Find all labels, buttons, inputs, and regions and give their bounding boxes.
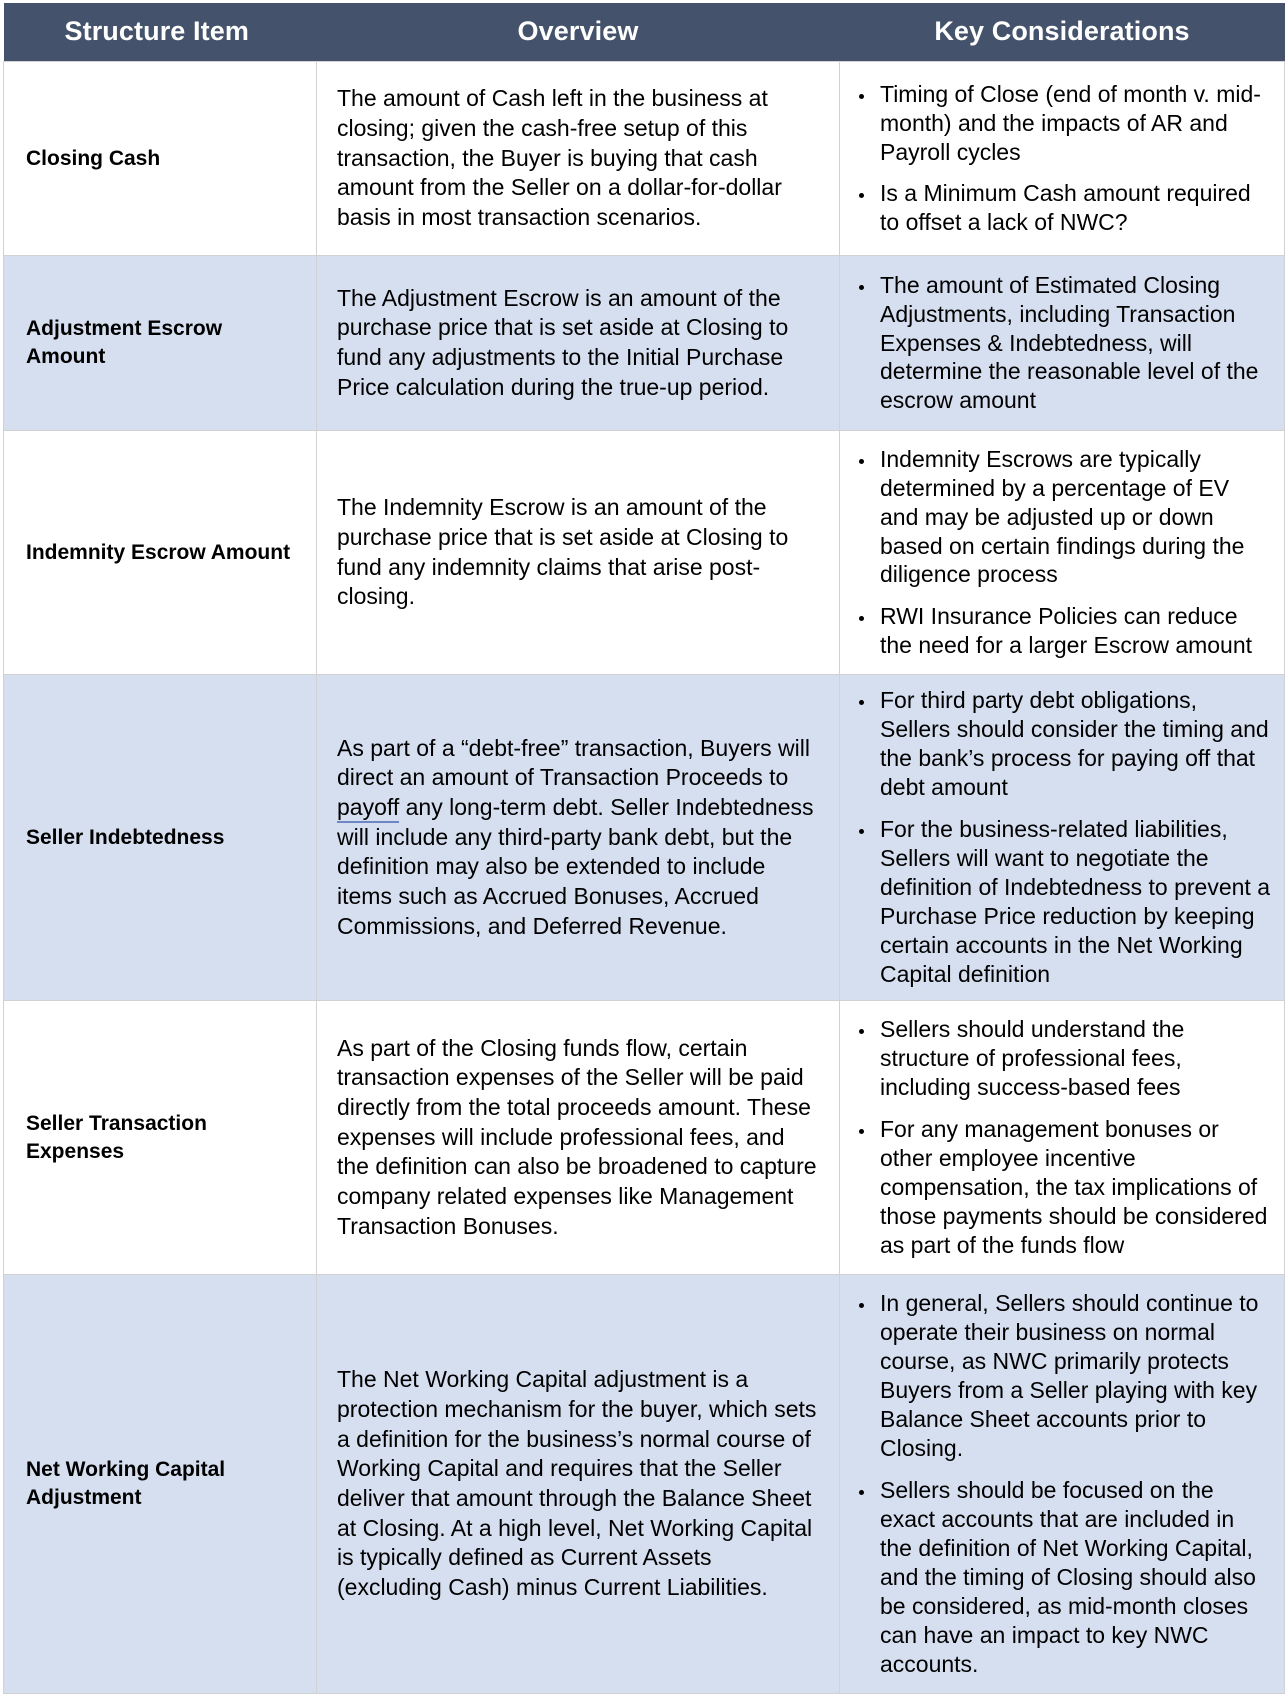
cell-key-considerations: [840, 1275, 1285, 1694]
list-item: • In general, Sellers should continue to operate their business on normal course, as NWC primarily protects Buyers from a Seller playing with key Balance Sheet accounts prior to Closing.: [876, 1289, 1272, 1463]
column-header-key-considerations: Key Considerations: [840, 3, 1285, 62]
table-row: [4, 1275, 1285, 1694]
cell-structure-item: Indemnity Escrow Amount: [4, 431, 317, 675]
table-header-row: [4, 3, 1285, 62]
cell-key-considerations: [840, 62, 1285, 256]
table-body: [4, 62, 1285, 1694]
overview-text: The Net Working Capital adjustment is a protection mechanism for the buyer, which sets a definition for the business’s normal course of Working Capital and requires that the Seller deliver that amount through the Balance Sheet at Closing. At a high level, Net Working Capital is typically defined as Current Assets (excluding Cash) minus Current Liabilities.: [337, 1366, 817, 1600]
list-item: • Sellers should be focused on the exact accounts that are included in the definition of Net Working Capital, and the timing of Closing should also be considered, as mid-month closes can have an impact to key NWC accounts.: [876, 1476, 1272, 1679]
list-item: • Sellers should understand the structure of professional fees, including success-based fees: [876, 1015, 1272, 1102]
considerations-list: [846, 271, 1272, 416]
table-row: [4, 675, 1285, 1001]
cell-overview: [317, 1275, 840, 1694]
list-item: • For the business-related liabilities, Sellers will want to negotiate the definition of Indebtedness to prevent a Purchase Price reduction by keeping certain accounts in the Net Working Capital definition: [876, 815, 1272, 989]
column-header-overview: Overview: [317, 3, 840, 62]
cell-structure-item: Net Working Capital Adjustment: [4, 1275, 317, 1694]
considerations-list: [846, 686, 1272, 989]
table-header: [4, 3, 1285, 62]
table-row: [4, 256, 1285, 431]
list-item: • Timing of Close (end of month v. mid-month) and the impacts of AR and Payroll cycles: [876, 80, 1272, 167]
table-row: [4, 431, 1285, 675]
cell-structure-item: Closing Cash: [4, 62, 317, 256]
table-row: [4, 62, 1285, 256]
cell-structure-item: Seller Indebtedness: [4, 675, 317, 1001]
cell-structure-item: Adjustment Escrow Amount: [4, 256, 317, 431]
misspelled-word: payoff: [337, 794, 399, 823]
overview-text: As part of the Closing funds flow, certain transaction expenses of the Seller will be paid directly from the total proceeds amount. These expenses will include professional fees, and the definition can also be broadened to capture company related expenses like Management Transaction Bonuses.: [337, 1034, 817, 1239]
considerations-list: [846, 1289, 1272, 1679]
table-row: [4, 1001, 1285, 1275]
overview-text-post: any long-term debt. Seller Indebtedness will include any third-party bank debt, but the definition may also be extended to include items such as Accrued Bonuses, Accrued Commissions, and Deferred Revenue.: [337, 794, 814, 939]
list-item: • Is a Minimum Cash amount required to offset a lack of NWC?: [876, 179, 1272, 237]
list-item: • For any management bonuses or other employee incentive compensation, the tax implications of those payments should be considered as part of the funds flow: [876, 1115, 1272, 1260]
cell-overview: [317, 256, 840, 431]
list-item: • RWI Insurance Policies can reduce the need for a larger Escrow amount: [876, 602, 1272, 660]
considerations-list: [846, 445, 1272, 661]
overview-text-pre: As part of a “debt-free” transaction, Buyers will direct an amount of Transaction Proceeds to: [337, 734, 810, 791]
cell-key-considerations: [840, 675, 1285, 1001]
cell-key-considerations: [840, 431, 1285, 675]
cell-overview: [317, 62, 840, 256]
column-header-structure-item: Structure Item: [4, 3, 317, 62]
structure-items-table: [3, 3, 1285, 1694]
cell-overview: [317, 1001, 840, 1275]
list-item: • Indemnity Escrows are typically determined by a percentage of EV and may be adjusted up or down based on certain findings during the diligence process: [876, 445, 1272, 590]
overview-text: The Indemnity Escrow is an amount of the purchase price that is set aside at Closing to fund any indemnity claims that arise post-closing.: [337, 494, 789, 610]
overview-text: The amount of Cash left in the business at closing; given the cash-free setup of this transaction, the Buyer is buying that cash amount from the Seller on a dollar-for-dollar basis in most transaction scenarios.: [337, 85, 782, 230]
cell-structure-item: Seller Transaction Expenses: [4, 1001, 317, 1275]
cell-overview: [317, 431, 840, 675]
cell-key-considerations: [840, 256, 1285, 431]
cell-key-considerations: [840, 1001, 1285, 1275]
list-item: • For third party debt obligations, Sellers should consider the timing and the bank’s process for paying off that debt amount: [876, 686, 1272, 802]
considerations-list: [846, 80, 1272, 238]
considerations-list: [846, 1015, 1272, 1260]
overview-text: The Adjustment Escrow is an amount of the purchase price that is set aside at Closing to fund any adjustments to the Initial Purchase Price calculation during the true-up period.: [337, 284, 789, 400]
list-item: • The amount of Estimated Closing Adjustments, including Transaction Expenses & Indebtedness, will determine the reasonable level of the escrow amount: [876, 271, 1272, 416]
cell-overview: [317, 675, 840, 1001]
overview-text: [337, 734, 819, 942]
